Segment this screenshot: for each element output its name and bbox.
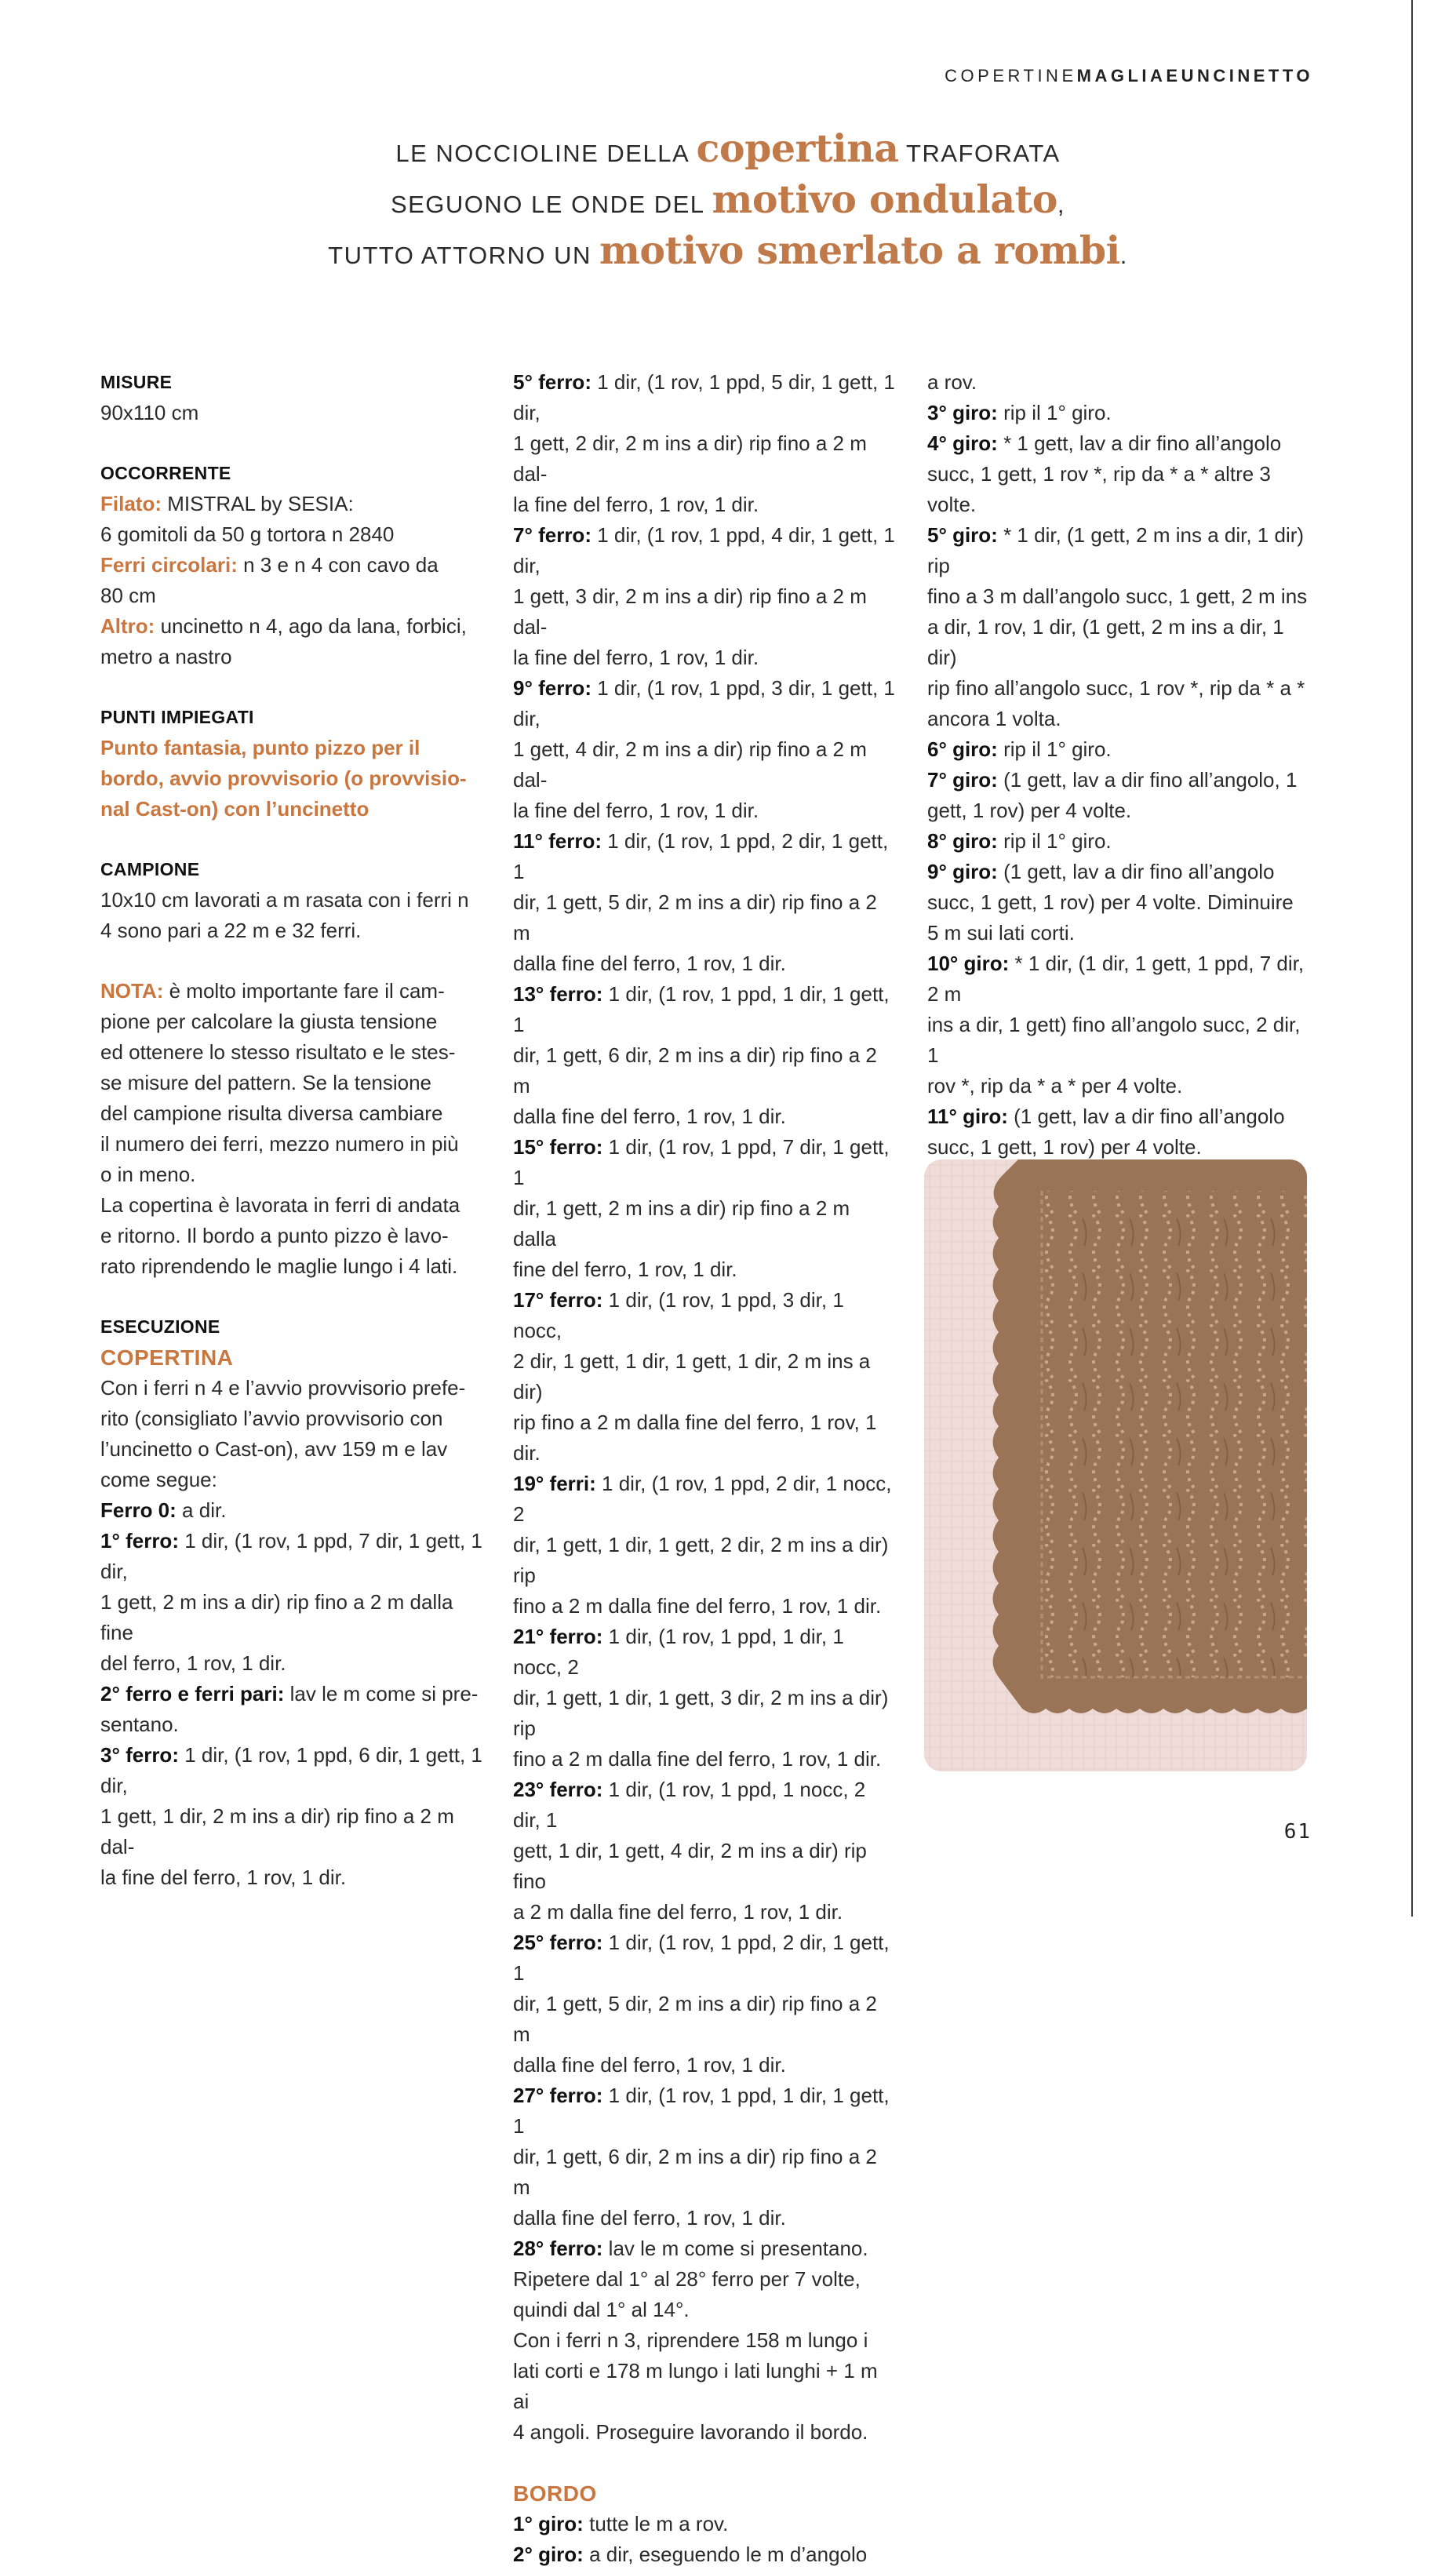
column-rows: 5° ferro: 1 dir, (1 rov, 1 ppd, 5 dir, 1 gett, 1 dir, 1 gett, 2 dir, 2 m ins a dir) rip fino a 2 m dal- la fine del ferro, 1 rov, 1 dir. 7° ferro: 1 dir, (1 rov, 1 ppd, 4 dir, 1 gett, 1 dir, 1 gett, 3 dir, 2 m ins a dir) rip fino a 2 m dal- la fine del ferro, 1 rov, 1 dir. 9° ferro: 1 dir, (1 rov, 1 ppd, 3 dir, 1 gett, 1 dir, 1 gett, 4 dir, 2 m ins a dir) rip fino a 2 m dal- la fine del ferro, 1 rov, 1 dir. 11° ferro: 1 dir, (1 rov, 1 ppd, 2 dir, 1 gett, 1 dir, 1 gett, 5 dir, 2 m ins a dir) rip fino a 2 m dalla fine del ferro, 1 rov, 1 dir. 13° ferro: 1 dir, (1 rov, 1 ppd, 1 dir, 1 gett, 1 dir, 1 gett, 6 dir, 2 m ins a dir) rip fino a 2 m dalla fine del ferro, 1 rov, 1 dir. 15° ferro: 1 dir, (1 rov, 1 ppd, 7 dir, 1 gett, 1 dir, 1 gett, 2 m ins a dir) rip fino a 2 m dalla fine del ferro, 1 rov, 1 dir. 17° ferro: 1 dir, (1 rov, 1 ppd, 3 dir, 1 nocc, 2 dir, 1 gett, 1 dir, 1 gett, 1 dir, 2 m ins a dir) rip fino a 2 m dalla fine del ferro, 1 rov, 1 dir. 19° ferri: 1 dir, (1 rov, 1 ppd, 2 dir, 1 nocc, 2 dir, 1 gett, 1 dir, 1 gett, 2 dir, 2 m ins a dir) rip fino a 2 m dalla fine del ferro, 1 rov, 1 dir. 21° ferro: 1 dir, (1 rov, 1 ppd, 1 dir, 1 nocc, 2 dir, 1 gett, 1 dir, 1 gett, 3 dir, 2 m ins a dir) rip fino a 2 m dalla fine del ferro, 1 rov, 1 dir. 23° ferro: 1 dir, (1 rov, 1 ppd, 1 nocc, 2 dir, 1 gett, 1 dir, 1 gett, 4 dir, 2 m ins a dir) rip fino a 2 m dalla fine del ferro, 1 rov, 1 dir. 25° ferro: 1 dir, (1 rov, 1 ppd, 2 dir, 1 gett, 1 dir, 1 gett, 5 dir, 2 m ins a dir) rip fino a 2 m dalla fine del ferro, 1 rov, 1 dir. 27° ferro: 1 dir, (1 rov, 1 ppd, 1 dir, 1 gett, 1 dir, 1 gett, 6 dir, 2 m ins a dir) rip fino a 2 m dalla fine del ferro, 1 rov, 1 dir. 28° ferro: lav le m come si presentano. Ripetere dal 1° al 28° ferro per 7 volte, quindi dal 1° al 14°. Con i ferri n 3, riprendere 158 m lungo i lati corti e 178 m lungo i lati lunghi + 1 m ai 4 angoli. Proseguire lavorando il bordo. BORDO 1° giro: tutte le m a rov. 2° giro: a dir, eseguendo le m d’angolo (513, 367, 897, 2570)
title-line-3: TUTTO ATTORNO UN motivo smerlato a rombi. (328, 228, 1128, 273)
column-border: a rov. 3° giro: rip il 1° giro. 4° giro: * 1 gett, lav a dir fino all’angolo succ, 1 gett, 1 rov *, rip da * a * altre 3 volte. 5° giro: * 1 dir, (1 gett, 2 m ins a dir, 1 dir) rip fino a 3 m dall’angolo succ, 1 gett, 2 m ins a dir, 1 rov, 1 dir, (1 gett, 2 m ins a dir, 1 dir) rip fino all’angolo succ, 1 rov *, rip da * a * ancora 1 volta. 6° giro: rip il 1° giro. 7° giro: (1 gett, lav a dir fino all’angolo, 1 gett, 1 rov) per 4 volte. 8° giro: rip il 1° giro. 9° giro: (1 gett, lav a dir fino all’angolo succ, 1 gett, 1 rov) per 4 volte. Diminuire 5 m sui lati corti. 10° giro: * 1 dir, (1 dir, 1 gett, 1 ppd, 7 dir, 2 m ins a dir, 1 gett) fino all’angolo succ, 2 dir, 1 rov *, rip da * a * per 4 volte. 11° giro: (1 gett, lav a dir fino all’angolo succ, 1 gett, 1 rov) per 4 volte. (927, 370, 1308, 1159)
header-magazine: MAGLIAEUNCINETTO (1076, 66, 1313, 86)
running-header (945, 66, 1313, 86)
header-section: COPERTINE (945, 66, 1077, 86)
subsection-heading: COPERTINA (100, 1345, 234, 1370)
blanket-lace-body (1042, 1191, 1307, 1677)
column-materials: MISURE 90x110 cm OCCORRENTE Filato: MISTRAL by SESIA: 6 gomitoli da 50 g tortora n 2840 Ferri circolari: n 3 e n 4 con cavo da 80 cm Altro: uncinetto n 4, ago da lana, forbici, metro a nastro PUNTI IMPIEGATI Punto fantasia, punto pizzo per il bordo, avvio provvisorio (o provvisio- nal Cast-on) con l’uncinetto CAMPIONE 10x10 cm lavorati a m rasata con i ferri n 4 sono pari a 22 m e 32 ferri. NOTA: è molto importante fare il cam- pione per calcolare la giusta tensione ed ottenere lo stesso risultato e le stes- se misure del pattern. Se la tensione del campione risulta diversa cambiare il numero dei ferri, mezzo numero in più o in meno. La copertina è lavorata in ferri di andata e ritorno. Il bordo a punto pizzo è lavo- rato riprendendo le maglie lungo i 4 lati. ESECUZIONE COPERTINA Con i ferri n 4 e l’avvio provvisorio prefe- rito (consigliato l’avvio provvisorio con l’uncinetto o Cast-on), avv 159 m e lav come segue: Ferro 0: a dir. 1° ferro: 1 dir, (1 rov, 1 ppd, 7 dir, 1 gett, 1 dir, 1 gett, 2 m ins a dir) rip fino a 2 m dalla fine del ferro, 1 rov, 1 dir. 2° ferro e ferri pari: lav le m come si pre- sentano. 3° ferro: 1 dir, (1 rov, 1 ppd, 6 dir, 1 gett, 1 dir, 1 gett, 1 dir, 2 m ins a dir) rip fino a 2 m dal- la fine del ferro, 1 rov, 1 dir. (100, 367, 485, 1893)
section-heading: PUNTI IMPIEGATI (100, 707, 254, 727)
section-heading: ESECUZIONE (100, 1316, 220, 1337)
page-number: 61 (1283, 1820, 1312, 1844)
page-title (0, 126, 1456, 278)
blanket-photo-svg (924, 1159, 1307, 1771)
subsection-heading: BORDO (513, 2481, 597, 2506)
blanket-photo (924, 1159, 1307, 1771)
title-line-2: SEGUONO LE ONDE DEL motivo ondulato, (390, 177, 1066, 222)
section-heading: MISURE (100, 372, 173, 392)
section-heading: CAMPIONE (100, 859, 200, 879)
section-heading: OCCORRENTE (100, 463, 231, 483)
page-edge-rule (1411, 0, 1413, 1917)
title-line-1: LE NOCCIOLINE DELLA copertina TRAFORATA (395, 126, 1061, 171)
